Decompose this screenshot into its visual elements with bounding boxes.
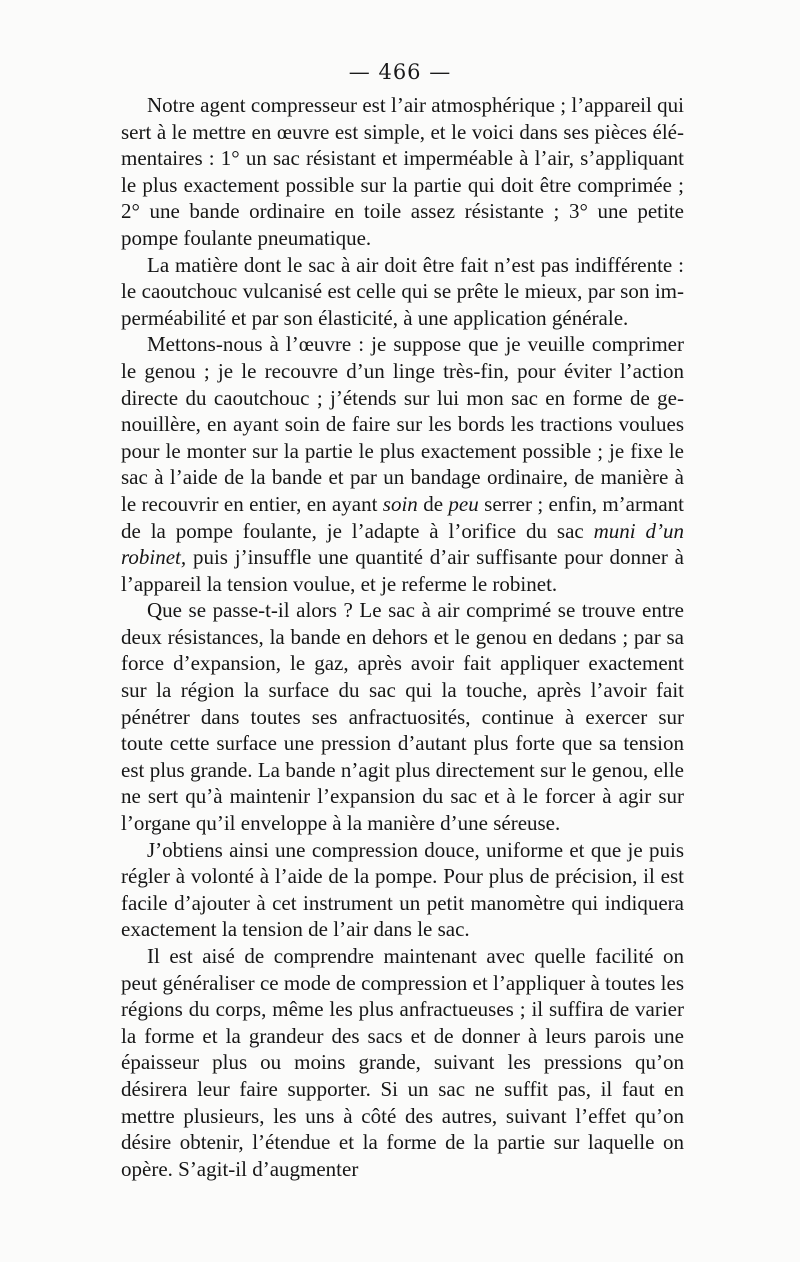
paragraph-text: de (417, 491, 449, 516)
paragraph-text: Que se passe-t-il alors ? Le sac à air comprimé se trouve entre deux résistances, la bande en dehors et le genou en dedans ; par sa force d’expansion, le gaz, après avoir fait appliquer exactement sur la région la surface du sac qui la touche, après l’avoir fait pénétrer dans toutes ses anfractuosités, continue à exercer sur toute cette surface une pression d’autant plus forte que sa tension est plus grande. La bande n’agit plus directement sur le genou, elle ne sert qu’à maintenir l’expansion du sac et à le forcer à agir sur l’organe qu’il enveloppe à la manière d’une séreuse. (121, 598, 684, 836)
body-text (121, 92, 684, 1182)
paragraph-text: serrer ; enfin, m’armant de la pompe foulante, je l’adapte à l’orifice du sac (121, 491, 684, 543)
paragraph-text: J’obtiens ainsi une compression douce, uniforme et que je puis régler à volonté à l’aide de la pompe. Pour plus de précision, il est facile d’ajouter à cet instrument un petit manomètre qui indiquera exactement la tension de l’air dans le sac. (121, 837, 684, 942)
paragraph-text: La matière dont le sac à air doit être fait n’est pas indifférente : le caoutchouc vulcanisé est celle qui se prête le mieux, par son imperméabilité et par son élasticité, à une application générale. (121, 252, 684, 330)
paragraph-text: Mettons-nous à l’œuvre : je suppose que je veuille comprimer le genou ; je le recouvre d’un linge très-fin, pour éviter l’action directe du caoutchouc ; j’étends sur lui mon sac en forme de genouillère, en ayant soin de faire sur les bords les tractions voulues pour le monter sur la partie le plus exactement possible ; je fixe le sac à l’aide de la bande et par un bandage ordinaire, de manière à le recouvrir en entier, en ayant (121, 332, 684, 516)
page-number: — 466 — (348, 60, 452, 84)
paragraph-text: puis j’insuffle une quantité d’air suffisante pour donner à l’appareil la tension voulue, et je referme le robinet. (121, 545, 684, 596)
italic-text: soin (382, 491, 418, 516)
paragraph-4 (121, 597, 684, 836)
paragraph-5 (121, 837, 684, 943)
paragraph-6 (121, 943, 684, 1182)
italic-text: muni d’un robinet, (121, 518, 684, 570)
paragraph-1 (121, 92, 684, 252)
paragraph-text: Il est aisé de comprendre maintenant avec quelle facilité on peut généraliser ce mode de compression et l’appliquer à toutes les régions du corps, même les plus anfractueuses ; il suffira de varier la forme et la grandeur des sacs et de donner à leurs parois une épaisseur plus ou moins grande, suivant les pressions qu’on désirera leur faire supporter. Si un sac ne suffit pas, il faut en mettre plusieurs, les uns à côté des autres, suivant l’effet qu’on désire obtenir, l’étendue et la forme de la partie sur laquelle on opère. S’agit-il d’augmenter (121, 944, 684, 1181)
paragraph-2 (121, 252, 684, 332)
paragraph-3 (121, 331, 684, 597)
italic-text: peu (448, 491, 479, 516)
paragraph-text: Notre agent compresseur est l’air atmosphérique ; l’appareil qui sert à le mettre en œuvre est simple, et le voici dans ses pièces élémentaires : 1° un sac résistant et imperméable à l’air, s’appliquant le plus exactement possible sur la partie qui doit être comprimée ; 2° une bande ordinaire en toile assez résistante ; 3° une petite pompe foulante pneumatique. (121, 93, 684, 250)
